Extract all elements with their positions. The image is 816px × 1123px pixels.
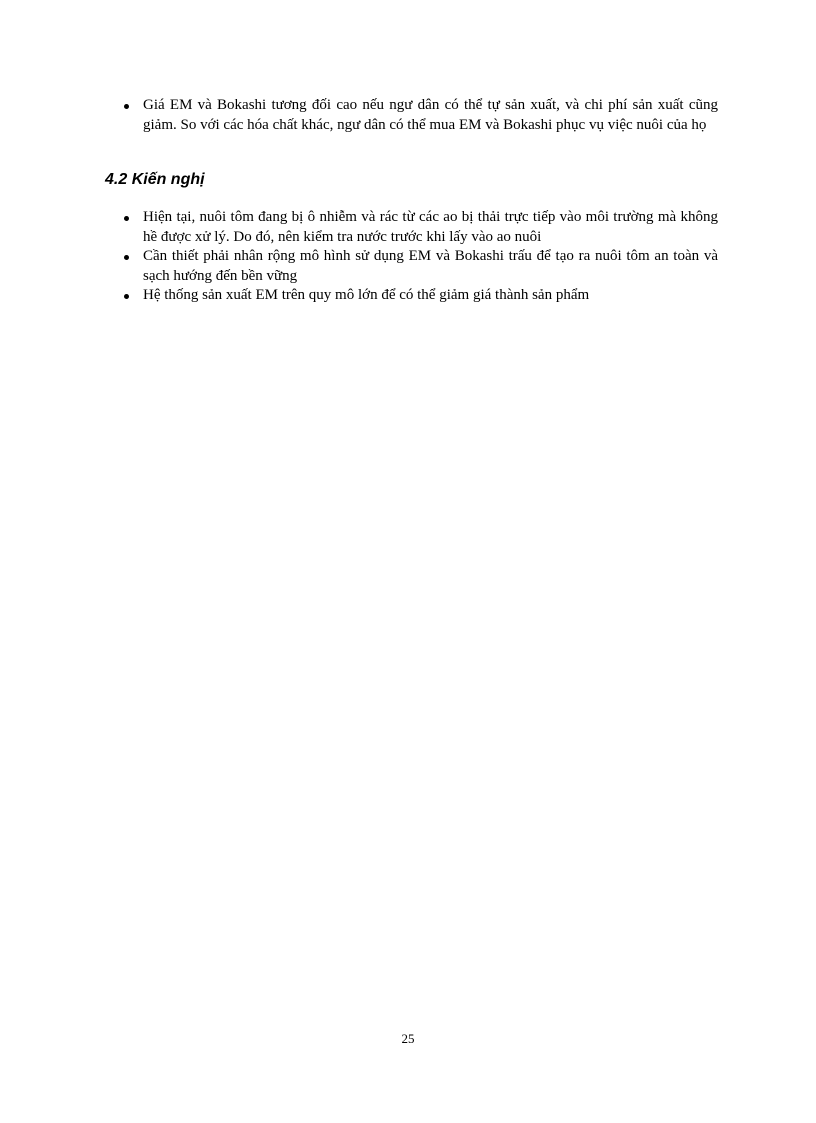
recommendation-bullet-list <box>120 208 718 306</box>
bullet-text: Hệ thống sản xuất EM trên quy mô lớn để có thể giảm giá thành sản phẩm <box>143 287 590 303</box>
list-item <box>120 286 718 306</box>
bullet-icon <box>124 294 129 299</box>
bullet-icon <box>124 255 129 260</box>
bullet-text: Giá EM và Bokashi tương đối cao nếu ngư dân có thể tự sản xuất, và chi phí sản xuất cũng giảm. So với các hóa chất khác, ngư dân có thể mua EM và Bokashi phục vụ việc nuôi của họ <box>143 97 718 133</box>
bullet-icon <box>124 216 129 221</box>
page-number: 25 <box>401 1031 415 1046</box>
list-item <box>120 96 718 135</box>
bullet-text: Hiện tại, nuôi tôm đang bị ô nhiễm và rác từ các ao bị thải trực tiếp vào môi trường mà không hề được xử lý. Do đó, nên kiểm tra nước trước khi lấy vào ao nuôi <box>143 209 718 245</box>
section-heading: 4.2 Kiến nghị <box>105 171 205 188</box>
list-item <box>120 247 718 286</box>
intro-bullet-list <box>120 96 718 135</box>
bullet-text: Cần thiết phải nhân rộng mô hình sử dụng EM và Bokashi trấu để tạo ra nuôi tôm an toàn và sạch hướng đến bền vững <box>143 248 718 284</box>
bullet-icon <box>124 104 129 109</box>
list-item <box>120 208 718 247</box>
